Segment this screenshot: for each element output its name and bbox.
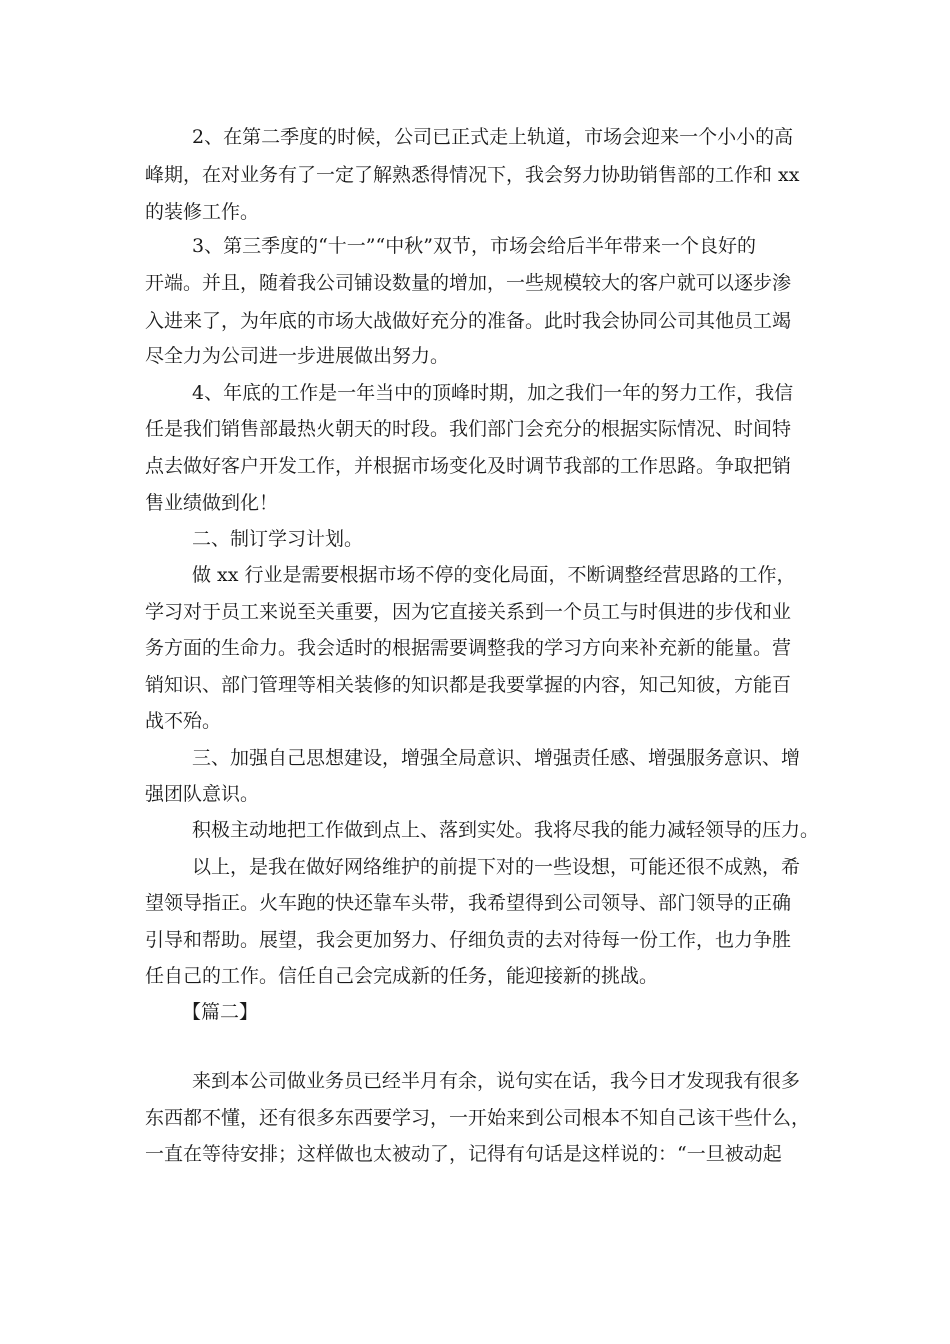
text-line: 战不殆。: [145, 710, 222, 732]
section-title: 【篇二】: [182, 1001, 259, 1023]
text-line: 开端。并且，随着我公司铺设数量的增加，一些规模较大的客户就可以逐步渗: [145, 272, 792, 294]
text-line: 销知识、部门管理等相关装修的知识都是我要掌握的内容，知己知彼，方能百: [145, 674, 792, 696]
text-line: 尽全力为公司进一步进展做出努力。: [145, 345, 450, 367]
text-line: 入进来了，为年底的市场大战做好充分的准备。此时我会协同公司其他员工竭: [145, 310, 792, 332]
text-line: 售业绩做到化！: [145, 492, 279, 514]
text-line: 学习对于员工来说至关重要，因为它直接关系到一个员工与时俱进的步伐和业: [145, 601, 792, 623]
section-heading: 三、加强自己思想建设，增强全局意识、增强责任感、增强服务意识、增: [192, 747, 801, 769]
text-line: 点去做好客户开发工作，并根据市场变化及时调节我部的工作思路。争取把销: [145, 455, 792, 477]
text-line: 的装修工作。: [145, 201, 260, 223]
text-line: 一直在等待安排；这样做也太被动了，记得有句话是这样说的：“一旦被动起: [145, 1143, 782, 1165]
text-line: 峰期，在对业务有了一定了解熟悉得情况下，我会努力协助销售部的工作和 xx: [145, 164, 800, 186]
text-line: 任自己的工作。信任自己会完成新的任务，能迎接新的挑战。: [145, 965, 659, 987]
text-line: 来到本公司做业务员已经半月有余，说句实在话，我今日才发现我有很多: [192, 1070, 801, 1092]
text-line: 2、在第二季度的时候，公司已正式走上轨道，市场会迎来一个小小的高: [192, 126, 794, 148]
text-line: 望领导指正。火车跑的快还靠车头带，我希望得到公司领导、部门领导的正确: [145, 892, 792, 914]
text-line: 东西都不懂，还有很多东西要学习，一开始来到公司根本不知自己该干些什么，: [145, 1107, 811, 1129]
text-line: 引导和帮助。展望，我会更加努力、仔细负责的去对待每一份工作，也力争胜: [145, 929, 792, 951]
text-line: 积极主动地把工作做到点上、落到实处。我将尽我的能力减轻领导的压力。: [192, 819, 820, 841]
text-line: 3、第三季度的“十一”“中秋”双节，市场会给后半年带来一个良好的: [192, 235, 756, 257]
text-line: 任是我们销售部最热火朝天的时段。我们部门会充分的根据实际情况、时间特: [145, 418, 792, 440]
section-heading: 二、制订学习计划。: [192, 528, 364, 550]
text-line: 务方面的生命力。我会适时的根据需要调整我的学习方向来补充新的能量。营: [145, 637, 792, 659]
text-line: 以上，是我在做好网络维护的前提下对的一些设想，可能还很不成熟，希: [192, 856, 801, 878]
text-line: 4、年底的工作是一年当中的顶峰时期，加之我们一年的努力工作，我信: [192, 382, 794, 404]
text-line: 做 xx 行业是需要根据市场不停的变化局面，不断调整经营思路的工作，: [192, 564, 796, 586]
text-line: 强团队意识。: [145, 783, 260, 805]
